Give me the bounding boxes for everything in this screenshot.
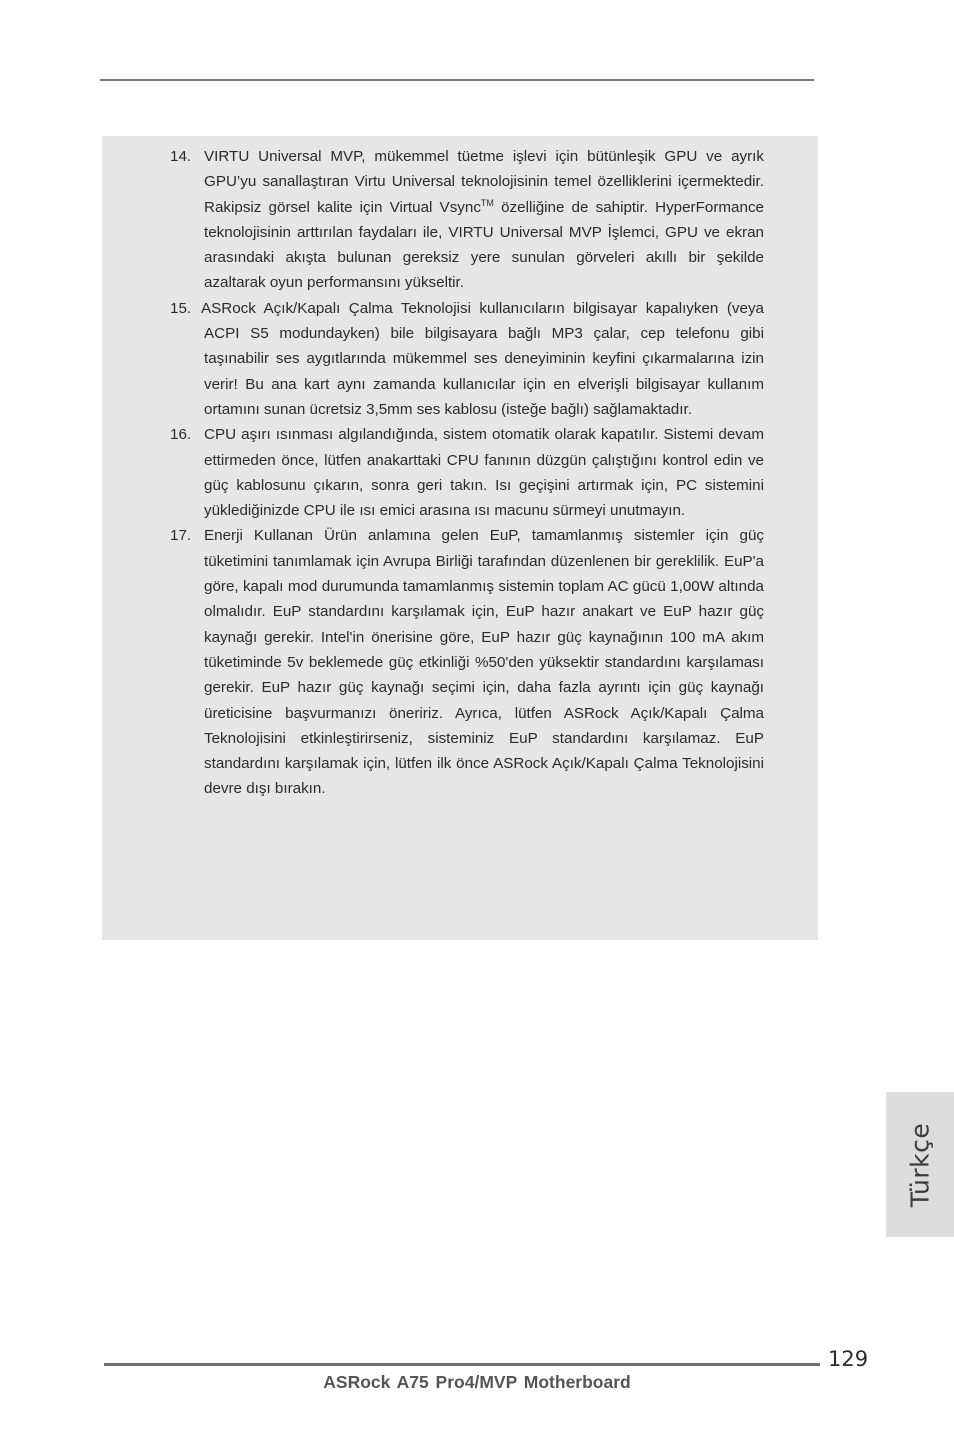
note-item-15 bbox=[102, 296, 818, 422]
notes-list bbox=[102, 144, 818, 802]
trademark-sup: TM bbox=[480, 197, 494, 208]
note-text: ASRock Açık/Kapalı Çalma Teknolojisi kullanıcıların bilgisayar kapalıyken (veya ACPI S5 modundayken) bile bilgisayara bağlı MP3 çalar, cep telefonu gibi taşınabilir ses aygıtlarında mükemmel ses deneyiminin keyfini çıkarmalarına izin verir! Bu ana kart aynı zamanda kullanıcılar için en elverişli bilgisayar kullanım ortamını sunan ücretsiz 3,5mm ses kablosu (isteğe bağlı) sağlamaktadır. bbox=[201, 299, 764, 418]
note-text-part: VIRTU Universal MVP, mükemmel tüetme işlevi için bütünleşik GPU ve ayrık GPU’yu sanallaştıran Virtu Universal teknolojisinin temel özelliklerini içermektedir. Rakipsiz görsel kalite için Virtual Vsync bbox=[204, 148, 764, 216]
notes-panel bbox=[102, 136, 818, 940]
header-rule bbox=[100, 79, 814, 81]
note-text: CPU aşırı ısınması algılandığında, sistem otomatik olarak kapatılır. Sistemi devam ettirmeden önce, lütfen anakarttaki CPU fanının düzgün çalıştığını kontrol edin ve güç kablosunu çıkarın, sonra geri takın. Isı geçişini artırmak için, PC sistemini yüklediğinizde CPU ile ısı emici arasına ısı macunu sürmeyi unutmayın. bbox=[204, 426, 764, 520]
footer-rule bbox=[104, 1363, 820, 1366]
note-number: 16. bbox=[170, 426, 192, 444]
note-text-part: özelliğine de sahiptir. HyperFormance teknolojisinin arttırılan faydaları ile, VIRTU Universal MVP İşlemci, GPU ve ekran arasındaki akışta bulunan gereksiz yere sunulan görveleri akıllı bir şekilde azaltarak oyun performansını yükseltir. bbox=[204, 198, 764, 292]
note-text: Enerji Kullanan Ürün anlamına gelen EuP, tamamlanmış sistemler için güç tüketimini tanımlamak için Avrupa Birliği tarafından düzenlenen bir gereklilik. EuP'a göre, kapalı mod durumunda tamamlanmış sistemin toplam AC gücü 1,00W altında olmalıdır. EuP standardını karşılamak için, EuP hazır anakart ve EuP hazır güç kaynağı gerekir. Intel'in önerisine göre, EuP hazır güç kaynağının 100 mA akım tüketiminde 5v beklemede güç etkinliği %50'den yüksektir standardını karşılaması gerekir. EuP hazır güç kaynağı seçimi için, daha fazla ayrıntı için güç kaynağı üreticisine başvurmanızı öneririz. Ayrıca, lütfen ASRock Açık/Kapalı Çalma Teknolojisini etkinleştirirseniz, sisteminiz EuP standardını karşılamaz. EuP standardını karşılamak için, lütfen ilk önce ASRock Açık/Kapalı Çalma Teknolojisini devre dışı bırakın. bbox=[204, 527, 764, 798]
language-tab bbox=[886, 1092, 954, 1237]
note-number: 14. bbox=[170, 148, 192, 165]
note-number: 17. bbox=[170, 527, 192, 545]
note-item-14 bbox=[102, 144, 818, 296]
note-item-16 bbox=[102, 422, 818, 523]
page-number: 129 bbox=[828, 1347, 869, 1371]
footer-title: ASRock A75 Pro4/MVP Motherboard bbox=[323, 1372, 631, 1392]
note-text bbox=[204, 144, 764, 296]
language-tab-label: Türkçe bbox=[905, 1122, 935, 1207]
note-item-17 bbox=[102, 523, 818, 801]
note-number: 15. bbox=[170, 299, 192, 317]
